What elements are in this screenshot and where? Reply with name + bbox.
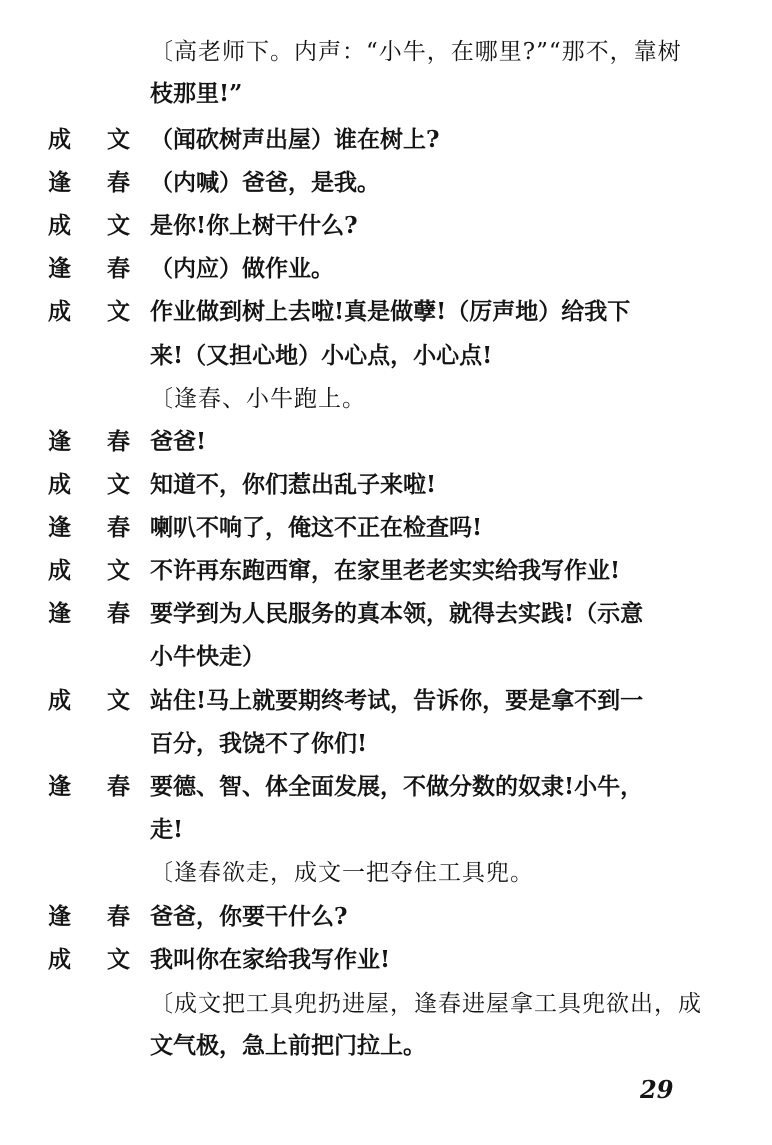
script-line (0, 681, 772, 721)
script-line (0, 292, 772, 332)
script-line (0, 163, 772, 203)
speaker-name: 逢 春 (48, 428, 130, 455)
line-text: 作业做到树上去啦!真是做孽!（厉声地）给我下 (150, 298, 631, 325)
line-text: 是你!你上树干什么? (150, 212, 358, 239)
line-text: 要学到为人民服务的真本领，就得去实践!（示意 (150, 600, 644, 627)
speaker-name: 逢 春 (48, 514, 130, 541)
speaker-name: 逢 春 (48, 773, 130, 800)
line-text: 不许再东跑西窜，在家里老老实实给我写作业! (150, 557, 621, 584)
script-line (0, 379, 772, 419)
script-line (0, 984, 772, 1024)
speaker-name: 逢 春 (48, 255, 130, 282)
stage-direction: 〔高老师下。内声：“小牛，在哪里?”“那不，靠树 (150, 39, 682, 65)
speaker-name: 成 文 (48, 126, 130, 153)
script-line (0, 940, 772, 980)
script-line (0, 594, 772, 634)
script-line (0, 120, 772, 160)
line-text: 枝那里!” (150, 80, 243, 107)
script-line (0, 465, 772, 505)
speaker-name: 成 文 (48, 212, 130, 239)
script-line (0, 551, 772, 591)
script-line (0, 1026, 772, 1066)
script-line (0, 508, 772, 548)
script-line (0, 897, 772, 937)
script-line (0, 336, 772, 376)
line-text: 要德、智、体全面发展，不做分数的奴隶!小牛， (150, 773, 644, 800)
line-text: 喇叭不响了，俺这不正在检查吗! (150, 514, 483, 541)
script-line (0, 422, 772, 462)
speaker-name: 成 文 (48, 557, 130, 584)
line-text: 知道不，你们惹出乱子来啦! (150, 471, 437, 498)
script-line (0, 74, 772, 114)
line-text: 文气极，急上前把门拉上。 (150, 1032, 426, 1059)
script-line (0, 32, 772, 72)
speaker-name: 成 文 (48, 946, 130, 973)
line-text: 爸爸! (150, 428, 207, 455)
line-text: 站住!马上就要期终考试，告诉你，要是拿不到一 (150, 687, 644, 714)
page-number: 29 (640, 1075, 674, 1104)
script-line (0, 853, 772, 893)
line-text: 小牛快走） (150, 643, 265, 670)
speaker-name: 成 文 (48, 687, 130, 714)
stage-direction: 〔逢春欲走，成文一把夺住工具兜。 (150, 860, 534, 886)
speaker-name: 成 文 (48, 471, 130, 498)
line-text: 百分，我饶不了你们! (150, 730, 368, 757)
line-text: 我叫你在家给我写作业! (150, 946, 391, 973)
script-line (0, 206, 772, 246)
line-text: 走! (150, 816, 184, 843)
speaker-name: 逢 春 (48, 600, 130, 627)
line-text: 来!（又担心地）小心点，小心点! (150, 342, 493, 369)
speaker-name: 逢 春 (48, 903, 130, 930)
stage-direction: 〔逢春、小牛跑上。 (150, 386, 366, 412)
script-line (0, 249, 772, 289)
script-line (0, 637, 772, 677)
line-text: （内应）做作业。 (150, 255, 334, 282)
line-text: 爸爸，你要干什么? (150, 903, 348, 930)
script-line (0, 810, 772, 850)
line-text: （闻砍树声出屋）谁在树上? (150, 126, 440, 153)
speaker-name: 成 文 (48, 298, 130, 325)
stage-direction: 〔成文把工具兜扔进屋，逢春进屋拿工具兜欲出，成 (150, 991, 702, 1017)
script-line (0, 767, 772, 807)
script-line (0, 724, 772, 764)
line-text: （内喊）爸爸，是我。 (150, 169, 380, 196)
speaker-name: 逢 春 (48, 169, 130, 196)
